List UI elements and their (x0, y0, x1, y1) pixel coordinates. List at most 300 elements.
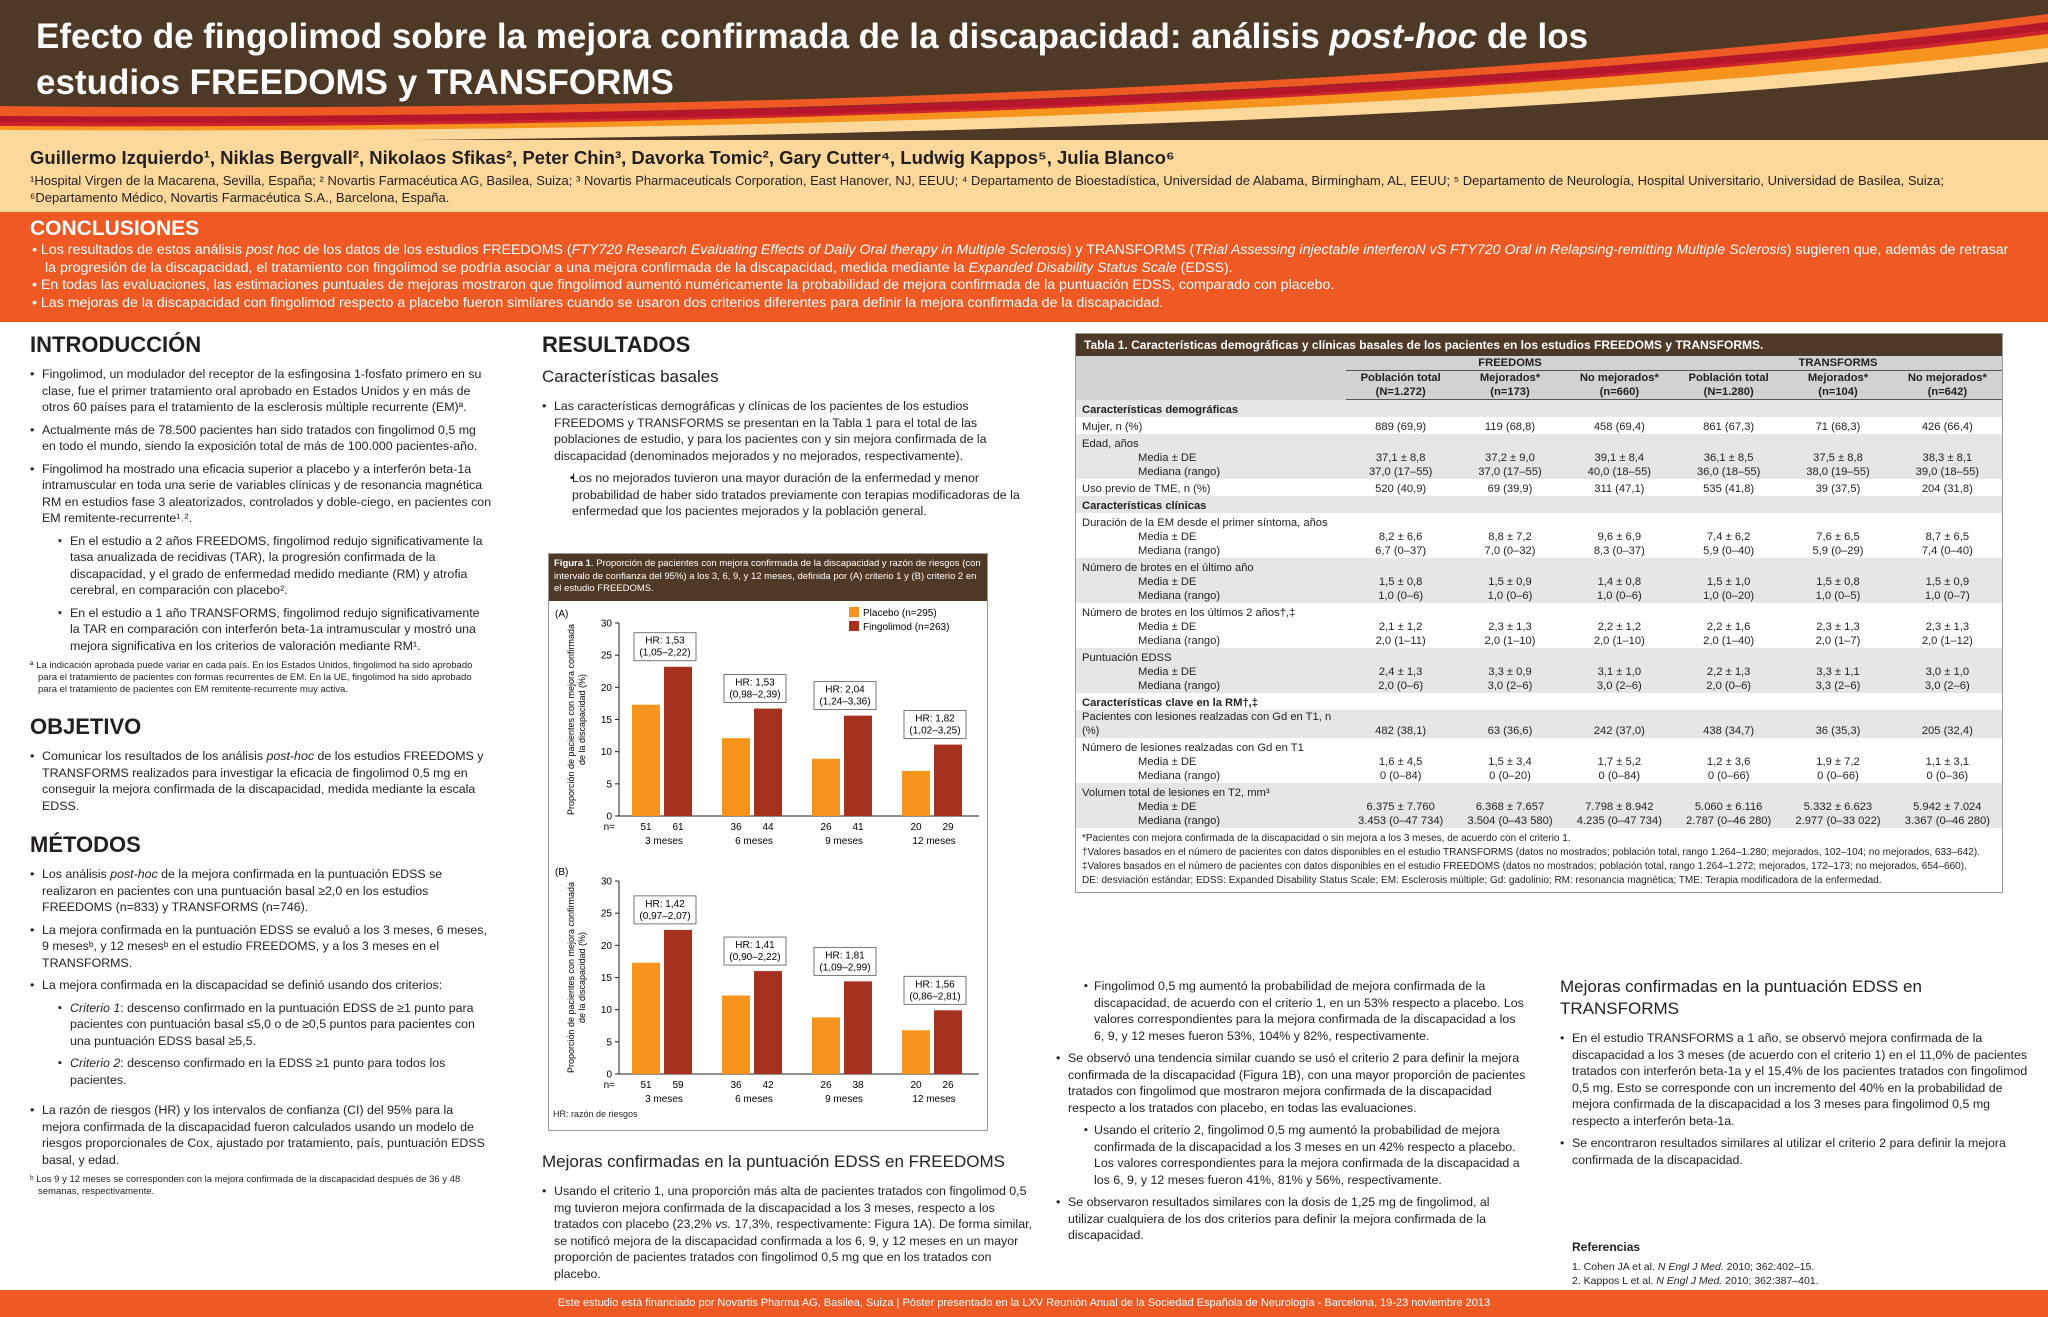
category-label: 9 meses (825, 835, 863, 847)
table-cell: 4.235 (0–47 734) (1576, 814, 1662, 827)
category-label: 12 meses (912, 1093, 956, 1105)
column-header: Mejorados* (n=104) (1783, 371, 1892, 400)
table-cell: 1,7 ± 5,2 (1597, 755, 1642, 768)
table-row (1076, 558, 2002, 575)
table-row (1076, 648, 2002, 665)
table-cell: 3.453 (0–47 734) (1358, 814, 1444, 827)
bar (902, 770, 930, 815)
intro-item: • Fingolimod, un modulador del receptor de la esfingosina 1-fosfato primero en su clase, fue el primer tratamiento oral aprobado en Estados Unidos y en más de otros 60 países para el tratamiento de la esclerosis múltiple recurrente (EM)ª. (30, 366, 492, 416)
table-cell (1455, 434, 1564, 451)
table-row (1076, 496, 2002, 513)
table-cell: 2,0 (1–7) (1815, 634, 1861, 647)
row-label: Duración de la EM desde el primer síntoma, años (1082, 516, 1328, 529)
methods-subitem: ▪ Criterio 2: descenso confirmado en la EDSS ≥1 punto para todos los pacientes. (30, 1055, 492, 1088)
table-cell: 9,6 ± 6,9 (1597, 530, 1642, 543)
bar (722, 995, 750, 1073)
y-tick-label: 20 (600, 682, 612, 694)
n-value: 26 (820, 821, 832, 833)
table-cell: 36,1 ± 8,5 (1703, 451, 1754, 464)
legend-label: Placebo (n=295) (863, 607, 937, 619)
table-cell: 71 (68,3) (1815, 420, 1861, 433)
n-label: n= (603, 1079, 615, 1091)
table-cell (1565, 513, 1674, 530)
table-cell (1565, 558, 1674, 575)
group-freedoms: FREEDOMS (1346, 356, 1674, 371)
table-row (1076, 544, 2002, 558)
column-intro-methods (30, 332, 492, 1206)
category-label: 6 meses (735, 835, 773, 847)
row-label: Mediana (rango) (1138, 769, 1221, 782)
results-subheading: Características basales (542, 367, 719, 386)
table-cell (1455, 603, 1564, 620)
freedoms-section (542, 1147, 1032, 1288)
table-row (1076, 434, 2002, 451)
freedoms-heading: Mejoras confirmadas en la puntuación EDSS en FREEDOMS (542, 1152, 1005, 1171)
row-label: Número de lesiones realzadas con Gd en T1 (1082, 741, 1304, 754)
table-cell (1346, 558, 1455, 575)
baseline-table (1076, 356, 2002, 828)
table-cell: 37,0 (17–55) (1368, 465, 1433, 478)
bar (754, 971, 782, 1074)
table-cell: 39,1 ± 8,4 (1594, 451, 1645, 464)
table-cell (1565, 738, 1674, 755)
table-row (1076, 513, 2002, 530)
table-row (1076, 479, 2002, 496)
table-cell (1455, 513, 1564, 530)
transforms-item: • En el estudio TRANSFORMS a 1 año, se observó mejora confirmada de la discapacidad a los 3 meses (de acuerdo con el criterio 1) en el 11,0% de pacientes tratados con interferón beta-1a y el 15,4% de los pacientes tratados con fingolimod 0,5 mg. Esto se corresponde con un incremento del 40% en la probabilidad de mejora confirmada de la discapacidad a los 3 meses para fingolimod 0,5 mg respecto a interferón beta-1a. (1560, 1030, 2040, 1129)
table-cell (1783, 648, 1892, 665)
category-label: 3 meses (645, 835, 683, 847)
table-cell (1674, 513, 1783, 530)
results2-item: • Se observaron resultados similares con la dosis de 1,25 mg de fingolimod, al utilizar cualquiera de los dos criterios para definir la mejora confirmada de la discapacidad. (1056, 1194, 1526, 1244)
table-cell: 3,3 ± 1,1 (1816, 665, 1860, 678)
table-cell (1565, 783, 1674, 800)
table-cell: 8,8 ± 7,2 (1488, 530, 1532, 543)
hr-ci: (1,05–2,22) (639, 647, 691, 659)
table-cell: 3,3 (2–6) (1815, 679, 1861, 692)
table-cell (1674, 648, 1783, 665)
table-notes (1076, 828, 2002, 892)
bar (934, 744, 962, 815)
intro-item: • Actualmente más de 78.500 pacientes han sido tratados con fingolimod 0,5 mg en todo el mundo, siendo la exposición total de más de 100.000 pacientes-año. (30, 422, 492, 455)
column-header: No mejorados* (n=642) (1893, 371, 2002, 400)
row-label: Uso previo de TME, n (%) (1082, 482, 1211, 495)
results-continued (1056, 978, 1526, 1250)
table-cell: 2,3 ± 1,3 (1925, 620, 1970, 633)
category-label: 3 meses (645, 1093, 683, 1105)
table-cell: 0 (0–84) (1379, 769, 1422, 782)
table-note: *Pacientes con mejora confirmada de la discapacidad o sin mejora a los 3 meses, de acuerdo con el criterio 1. (1082, 832, 1571, 844)
results-subitem: ▪ Los no mejorados tuvieron una mayor duración de la enfermedad y menor probabilidad de haber sido tratados previamente con terapias modificadoras de la enfermedad que los pacientes mejorados y la población general. (542, 470, 1022, 520)
table-cell: 3,3 ± 0,9 (1488, 665, 1532, 678)
table-cell: 7,0 (0–32) (1484, 544, 1536, 557)
table-cell: 889 (69,9) (1375, 420, 1427, 433)
table-cell: 6.368 ± 7.657 (1475, 800, 1545, 813)
table-cell: 2,3 ± 1,3 (1816, 620, 1860, 633)
table-cell: 0 (0–84) (1598, 769, 1641, 782)
reference-item: 2. Kappos L et al. N Engl J Med. 2010; 362:387–401. (1572, 1275, 1819, 1287)
table-cell: 458 (69,4) (1593, 420, 1645, 433)
bar (812, 758, 840, 815)
y-tick-label: 5 (606, 778, 612, 790)
results2-subitem: ▪ Fingolimod 0,5 mg aumentó la probabilidad de mejora confirmada de la discapacidad, de acuerdo con el criterio 1, en un 53% respecto a placebo. Los valores correspondientes para la mejora confirmada de la discapacidad a los 6, 9, y 12 meses fueron 53%, 104% y 82%, respectivamente. (1056, 978, 1526, 1044)
table-cell: 2,0 (1–10) (1593, 634, 1645, 647)
table-cell (1674, 783, 1783, 800)
table-cell (1783, 783, 1892, 800)
table-cell (1783, 738, 1892, 755)
table-cell: 1,1 ± 3,1 (1925, 755, 1970, 768)
results2-subitem: ▪ Usando el criterio 2, fingolimod 0,5 mg aumentó la probabilidad de mejora confirmada de la discapacidad a los 3 meses en un 42% respecto a placebo. Los valores correspondientes para la mejora confirmada de la discapacidad a los 6, 9, y 12 meses fueron 41%, 81% y 56%, respectivamente. (1056, 1122, 1526, 1188)
table-cell (1455, 558, 1564, 575)
methods-item: • La mejora confirmada en la discapacidad se definió usando dos criterios: (30, 977, 492, 994)
methods-item: • La mejora confirmada en la puntuación EDSS se evaluó a los 3 meses, 6 meses, 9 mesesᵇ, y 12 mesesᵇ en el estudio FREEDOMS, y a los 3 meses en el TRANSFORMS. (30, 922, 492, 972)
panel-label: (A) (555, 608, 569, 620)
hr-value: HR: 1,42 (645, 898, 685, 910)
table-cell (1783, 513, 1892, 530)
objective-item: • Comunicar los resultados de los análisis post-hoc de los estudios FREEDOMS y TRANSFORMS realizados para investigar la eficacia de fingolimod 0,5 mg en conseguir la mejora confirmada de la discapacidad, medida mediante la escala EDSS. (30, 748, 492, 814)
transforms-heading: Mejoras confirmadas en la puntuación EDSS en TRANSFORMS (1560, 977, 1922, 1018)
intro-heading: INTRODUCCIÓN (30, 332, 202, 357)
table-cell: 1,5 ± 1,0 (1706, 575, 1751, 588)
table-cell: 7,4 ± 6,2 (1706, 530, 1751, 543)
bar (812, 1017, 840, 1074)
table-cell (1783, 434, 1892, 451)
hr-value: HR: 1,82 (915, 713, 955, 725)
table-cell: 1,0 (0–7) (1924, 589, 1970, 602)
table-row (1076, 634, 2002, 648)
bar (902, 1030, 930, 1074)
table-cell: 2,1 ± 1,2 (1378, 620, 1423, 633)
objective-heading: OBJETIVO (30, 714, 142, 739)
transforms-section (1560, 972, 2040, 1288)
row-label: Características demográficas (1082, 403, 1239, 416)
table-cell: 3,0 ± 1,0 (1925, 665, 1970, 678)
n-value: 44 (762, 821, 774, 833)
table-cell: 1,5 ± 0,9 (1925, 575, 1970, 588)
conclusions-heading: CONCLUSIONES (30, 217, 200, 240)
table-cell (1893, 738, 2002, 755)
methods-item: • Los análisis post-hoc de la mejora confirmada en la puntuación EDSS se realizaron en pacientes con una puntuación basal ≥2,0 en los estudios FREEDOMS (n=833) y TRANSFORMS (n=746). (30, 866, 492, 916)
results2-list (1056, 978, 1526, 1244)
table-cell: 2,2 ± 1,6 (1706, 620, 1751, 633)
affiliations: ¹Hospital Virgen de la Macarena, Sevilla, España; ² Novartis Farmacéutica AG, Basilea, Suiza; ³ Novartis Pharmaceuticals Corporation, East Hanover, NJ, EEUU; ⁴ Departamento de Bioestadística, Universidad de Alabama, Birmingham, AL, EEUU; ⁵ Departamento de Neurología, Hospital Universitario, Universidad de Basilea, Suiza; ⁶Departamento Médico, Novartis Farmacéutica S.A., Barcelona, España. (30, 173, 1944, 205)
row-label: Mediana (rango) (1138, 589, 1221, 602)
table-cell: 38,0 (19–55) (1806, 465, 1870, 478)
n-value: 59 (672, 1079, 684, 1091)
table-cell (1455, 783, 1564, 800)
table-cell: 3,0 (2–6) (1596, 679, 1642, 692)
table-cell: 1,0 (0–6) (1596, 589, 1642, 602)
hr-value: HR: 1,56 (915, 978, 955, 990)
table-cell: 242 (37,0) (1593, 724, 1645, 737)
n-value: 38 (852, 1079, 864, 1091)
table-cell: 37,5 ± 8,8 (1813, 451, 1863, 464)
poster-title: Efecto de fingolimod sobre la mejora confirmada de la discapacidad: análisis post-hoc de los estudios FREEDOMS y TRANSFORMS (36, 17, 1589, 102)
intro-list (30, 366, 492, 654)
row-label: Media ± DE (1138, 451, 1197, 464)
table-row (1076, 575, 2002, 589)
panel-label: (B) (555, 866, 569, 878)
legend-swatch (849, 607, 859, 617)
table-cell (1893, 434, 2002, 451)
table-row (1076, 530, 2002, 544)
table-row (1076, 589, 2002, 603)
results-heading: RESULTADOS (542, 332, 691, 357)
table-row (1076, 451, 2002, 465)
table-cell: 39,0 (18–55) (1915, 465, 1980, 478)
table-cell: 5.942 ± 7.024 (1913, 800, 1982, 813)
table-cell: 2,0 (1–11) (1375, 634, 1426, 647)
bar (632, 704, 660, 815)
n-value: 41 (852, 821, 864, 833)
table-cell: 3,0 (2–6) (1487, 679, 1533, 692)
row-label: Número de brotes en el último año (1082, 561, 1254, 574)
reference-item: 1. Cohen JA et al. N Engl J Med. 2010; 362:402–15. (1572, 1261, 1815, 1273)
column-header: Población total (N=1.280) (1674, 371, 1783, 400)
table-cell: 204 (31,8) (1921, 482, 1973, 495)
results-list (542, 398, 1022, 520)
n-value: 36 (730, 821, 742, 833)
n-value: 42 (762, 1079, 774, 1091)
table-cell: 1,0 (0–6) (1487, 589, 1533, 602)
row-label: Volumen total de lesiones en T2, mm³ (1082, 786, 1270, 799)
row-label: Mujer, n (%) (1082, 420, 1143, 433)
bar (844, 981, 872, 1074)
table-cell: 0 (0–66) (1817, 769, 1859, 782)
table-cell: 3.504 (0–43 580) (1467, 814, 1553, 827)
table-cell (1674, 558, 1783, 575)
n-value: 26 (820, 1079, 832, 1091)
table-row (1076, 755, 2002, 769)
table-cell (1565, 603, 1674, 620)
n-value: 51 (640, 1079, 652, 1091)
table-cell (1674, 434, 1783, 451)
table-row (1076, 783, 2002, 800)
bar (632, 962, 660, 1073)
figure-footnote: HR: razón de riesgos (553, 1108, 638, 1119)
column-header: No mejorados* (n=660) (1565, 371, 1674, 400)
y-tick-label: 30 (600, 618, 612, 629)
bar (844, 715, 872, 815)
table-cell (1455, 738, 1564, 755)
row-label: Características clínicas (1082, 499, 1207, 512)
table-row (1076, 620, 2002, 634)
table-cell (1893, 648, 2002, 665)
table-cell (1346, 434, 1455, 451)
figure-caption: Figura 1. Proporción de pacientes con mejora confirmada de la discapacidad y razón de riesgos (con intervalo de confianza del 95%) a los 3, 6, 9, y 12 meses, definida por (A) criterio 1 y (B) criterio 2 en el estudio FREEDOMS. (549, 554, 987, 601)
intro-item: • Fingolimod ha mostrado una eficacia superior a placebo y a interferón beta-1a intramuscular en toda una serie de variables clínicas y de resonancia magnética RM en estudios fase 3 aleatorizados, controlados y doble-ciego, en pacientes con EM remitente-recurrente¹˒². (30, 461, 492, 527)
row-label: Mediana (rango) (1138, 634, 1221, 647)
legend-swatch (849, 621, 859, 631)
table-cell: 7,4 (0–40) (1921, 544, 1973, 557)
table-row (1076, 417, 2002, 434)
table-cell: 6,7 (0–37) (1375, 544, 1427, 557)
table-note: DE: desviación estándar; EDSS: Expanded Disability Status Scale; EM: Esclerosis múltiple; Gd: gadolinio; RM: resonancia magnética; TME: Terapia modificadora de la enfermedad. (1082, 874, 1882, 886)
table-cell: 39 (37,5) (1815, 482, 1861, 495)
methods-list (30, 866, 492, 1168)
table-cell: 2.787 (0–46 280) (1686, 814, 1772, 827)
table-cell: 63 (36,6) (1487, 724, 1533, 737)
y-tick-label: 20 (600, 940, 612, 952)
table-cell: 119 (68,8) (1484, 420, 1536, 433)
table-cell (1893, 783, 2002, 800)
category-label: 12 meses (912, 835, 956, 847)
table-cell: 2,0 (1–12) (1921, 634, 1973, 647)
poster-header (0, 0, 2048, 140)
y-tick-label: 25 (600, 908, 612, 920)
table-cell: 311 (47,1) (1594, 482, 1645, 495)
conclusion-item: • Las mejoras de la discapacidad con fingolimod respecto a placebo fueron similares cuando se usaron dos criterios diferentes para definir la mejora confirmada de la discapacidad. (30, 295, 2018, 313)
results-item: • Las características demográficas y clínicas de los pacientes de los estudios FREEDOMS y TRANSFORMS se presentan en la Tabla 1 para el total de las poblaciones de estudio, y para los pacientes con y sin mejora confirmada de la discapacidad (denominados mejorados y no mejorados, respectivamente). (542, 398, 1022, 464)
category-label: 6 meses (735, 1093, 773, 1105)
table-row (1076, 679, 2002, 693)
n-value: 20 (910, 1079, 922, 1091)
table-cell: 1,5 ± 0,8 (1816, 575, 1860, 588)
table-cell (1893, 558, 2002, 575)
intro-footnote: ª La indicación aprobada puede variar en cada país. En los Estados Unidos, fingolimod ha sido aprobado para el tratamiento de pacientes con formas recurrentes de EM. En la UE, fingolimod ha sido aprobado para el tratamiento de pacientes con EM remitente-recurrente muy activa. (30, 660, 473, 695)
table-cell: 2,3 ± 1,3 (1488, 620, 1532, 633)
hr-value: HR: 1,41 (735, 939, 775, 951)
table-cell: 2,4 ± 1,3 (1378, 665, 1423, 678)
hr-value: HR: 1,53 (735, 677, 775, 689)
chart-panel-a (549, 601, 987, 859)
hr-ci: (0,86–2,81) (909, 990, 961, 1002)
row-label: Mediana (rango) (1138, 465, 1221, 478)
authors-band (0, 140, 2048, 212)
table-cell: 535 (41,8) (1703, 482, 1755, 495)
poster-footer: Este estudio está financiado por Novartis Pharma AG, Basilea, Suiza | Póster presentado en la LXV Reunión Anual de la Sociedad Española de Neurología - Barcelona, 19-23 noviembre 2013 (0, 1290, 2048, 1317)
conclusion-item: • Los resultados de estos análisis post hoc de los datos de los estudios FREEDOMS (FTY720 Research Evaluating Effects of Daily Oral therapy in Multiple Sclerosis) y TRANSFORMS (TRial Assessing injectable interferoN vS FTY720 Oral in Relapsing-remitting Multiple Sclerosis) sugieren que, además de retrasar la progresión de la discapacidad, el tratamiento con fingolimod se podría asociar a una mejora confirmada de la discapacidad, medida mediante la Expanded Disability Status Scale (EDSS). (30, 242, 2018, 277)
table-cell: 36,0 (18–55) (1696, 465, 1761, 478)
table-cell: 5.060 ± 6.116 (1694, 800, 1763, 813)
table-cell: 2,2 ± 1,2 (1597, 620, 1642, 633)
results2-item: • Se observó una tendencia similar cuando se usó el criterio 2 para definir la mejora confirmada de la discapacidad (Figura 1B), con una mayor proporción de pacientes tratados con fingolimod que mostraron mejora confirmada de la discapacidad respecto a los tratados con placebo, en todas las evaluaciones. (1056, 1050, 1526, 1116)
row-label: Número de brotes en los últimos 2 años†,‡ (1082, 606, 1296, 619)
table-cell: 0 (0–20) (1489, 769, 1531, 782)
references-heading: Referencias (1572, 1240, 1641, 1254)
intro-subitem: ▪ En el estudio a 1 año TRANSFORMS, fingolimod redujo significativamente la TAR en comparación con interferón beta-1a intramuscular y mostró una mejora significativa en los criterios de valoración mediante RM¹. (30, 605, 492, 655)
hr-ci: (0,90–2,22) (729, 951, 781, 963)
table-cell (1893, 513, 2002, 530)
hr-ci: (1,02–3,25) (909, 725, 961, 737)
hr-value: HR: 2,04 (825, 684, 865, 696)
table-cell (1346, 603, 1455, 620)
table-cell: 37,0 (17–55) (1478, 465, 1542, 478)
table-row (1076, 738, 2002, 755)
table-row (1076, 465, 2002, 479)
table-cell (1783, 603, 1892, 620)
table-cell (1346, 783, 1455, 800)
y-tick-label: 5 (606, 1036, 612, 1048)
table-cell: 40,0 (18–55) (1587, 465, 1652, 478)
hr-ci: (0,97–2,07) (639, 910, 691, 922)
row-label: Mediana (rango) (1138, 814, 1221, 827)
table-cell (1455, 648, 1564, 665)
n-value: 20 (910, 821, 922, 833)
table-cell: 1,4 ± 0,8 (1597, 575, 1642, 588)
table-cell (1565, 434, 1674, 451)
transforms-list (1560, 1030, 2040, 1168)
table-cell: 1,9 ± 7,2 (1816, 755, 1860, 768)
table-row (1076, 769, 2002, 783)
table-cell: 6.375 ± 7.760 (1366, 800, 1435, 813)
table-cell: 1,6 ± 4,5 (1378, 755, 1423, 768)
column-header: Población total (N=1.272) (1346, 371, 1455, 400)
table-row (1076, 693, 2002, 710)
hr-value: HR: 1,53 (645, 635, 685, 647)
column-results (542, 332, 1022, 526)
methods-footnote: ᵇ Los 9 y 12 meses se corresponden con la mejora confirmada de la discapacidad después de 36 y 48 semanas, respectivamente. (30, 1174, 461, 1197)
methods-subitem: ▪ Criterio 1: descenso confirmado en la puntuación EDSS de ≥1 punto para pacientes con puntuación basal ≤5,0 o de ≥0,5 puntos para pacientes con una puntuación EDSS basal ≥5,5. (30, 1000, 492, 1050)
table-cell: 205 (32,4) (1921, 724, 1973, 737)
table-cell: 861 (67,3) (1703, 420, 1755, 433)
conclusion-item: • En todas las evaluaciones, las estimaciones puntuales de mejoras mostraron que fingolimod aumentó numéricamente la probabilidad de mejora confirmada de la puntuación EDSS, comparado con placebo. (30, 277, 2018, 295)
bar (754, 708, 782, 815)
hr-value: HR: 1,81 (825, 949, 865, 961)
table-cell: 1,2 ± 3,6 (1706, 755, 1751, 768)
table-cell (1783, 558, 1892, 575)
n-value: 29 (942, 821, 954, 833)
table-cell: 2,0 (1–10) (1484, 634, 1536, 647)
column-header: Mejorados* (n=173) (1455, 371, 1564, 400)
row-label: Media ± DE (1138, 665, 1197, 678)
table-cell (1346, 513, 1455, 530)
y-tick-label: 30 (600, 876, 612, 887)
row-label: Puntuación EDSS (1082, 651, 1172, 664)
hr-ci: (1,09–2,99) (819, 961, 871, 973)
table-caption: Tabla 1. Características demográficas y clínicas basales de los pacientes en los estudios FREEDOMS y TRANSFORMS. (1076, 334, 2002, 356)
table-cell: 0 (0–36) (1926, 769, 1969, 782)
n-label: n= (603, 821, 615, 833)
table-cell (1565, 648, 1674, 665)
row-label: Media ± DE (1138, 800, 1197, 813)
row-label: Mediana (rango) (1138, 544, 1221, 557)
y-tick-label: 0 (606, 1069, 612, 1080)
row-label: Media ± DE (1138, 575, 1197, 588)
row-label: Edad, años (1082, 437, 1139, 450)
bar (722, 738, 750, 816)
table-cell: 37,2 ± 9,0 (1485, 451, 1535, 464)
y-tick-label: 10 (600, 1004, 612, 1016)
row-label: Media ± DE (1138, 620, 1197, 633)
table-cell: 7.798 ± 8.942 (1585, 800, 1654, 813)
table-note: ‡Valores basados en el número de pacientes con datos disponibles en el estudio FREEDOMS (datos no mostrados; población total, rango 1.264–1.272; mejorados, 172–173; no mejorados, 654–660). (1082, 860, 1967, 872)
table-row (1076, 603, 2002, 620)
table-cell: 36 (35,3) (1815, 724, 1861, 737)
row-label: Características clave en la RM†,‡ (1082, 696, 1258, 709)
table-row (1076, 400, 2002, 417)
table-1 (1075, 333, 2003, 893)
table-row (1076, 710, 2002, 738)
table-cell: 1,5 ± 3,4 (1488, 755, 1532, 768)
table-cell (1346, 738, 1455, 755)
table-cell: 2,0 (0–6) (1706, 679, 1752, 692)
table-cell: 1,5 ± 0,8 (1378, 575, 1423, 588)
chart-panel-b (549, 859, 987, 1117)
objective-list (30, 748, 492, 814)
bar (934, 1010, 962, 1074)
n-value: 26 (942, 1079, 954, 1091)
table-cell: 38,3 ± 8,1 (1922, 451, 1973, 464)
legend-label: Fingolimod (n=263) (863, 621, 950, 633)
table-cell: 3,1 ± 1,0 (1597, 665, 1642, 678)
bar (664, 666, 692, 815)
table-cell: 426 (66,4) (1921, 420, 1973, 433)
row-label: Media ± DE (1138, 755, 1197, 768)
table-cell (1893, 603, 2002, 620)
table-row (1076, 665, 2002, 679)
table-cell: 5.332 ± 6.623 (1803, 800, 1873, 813)
